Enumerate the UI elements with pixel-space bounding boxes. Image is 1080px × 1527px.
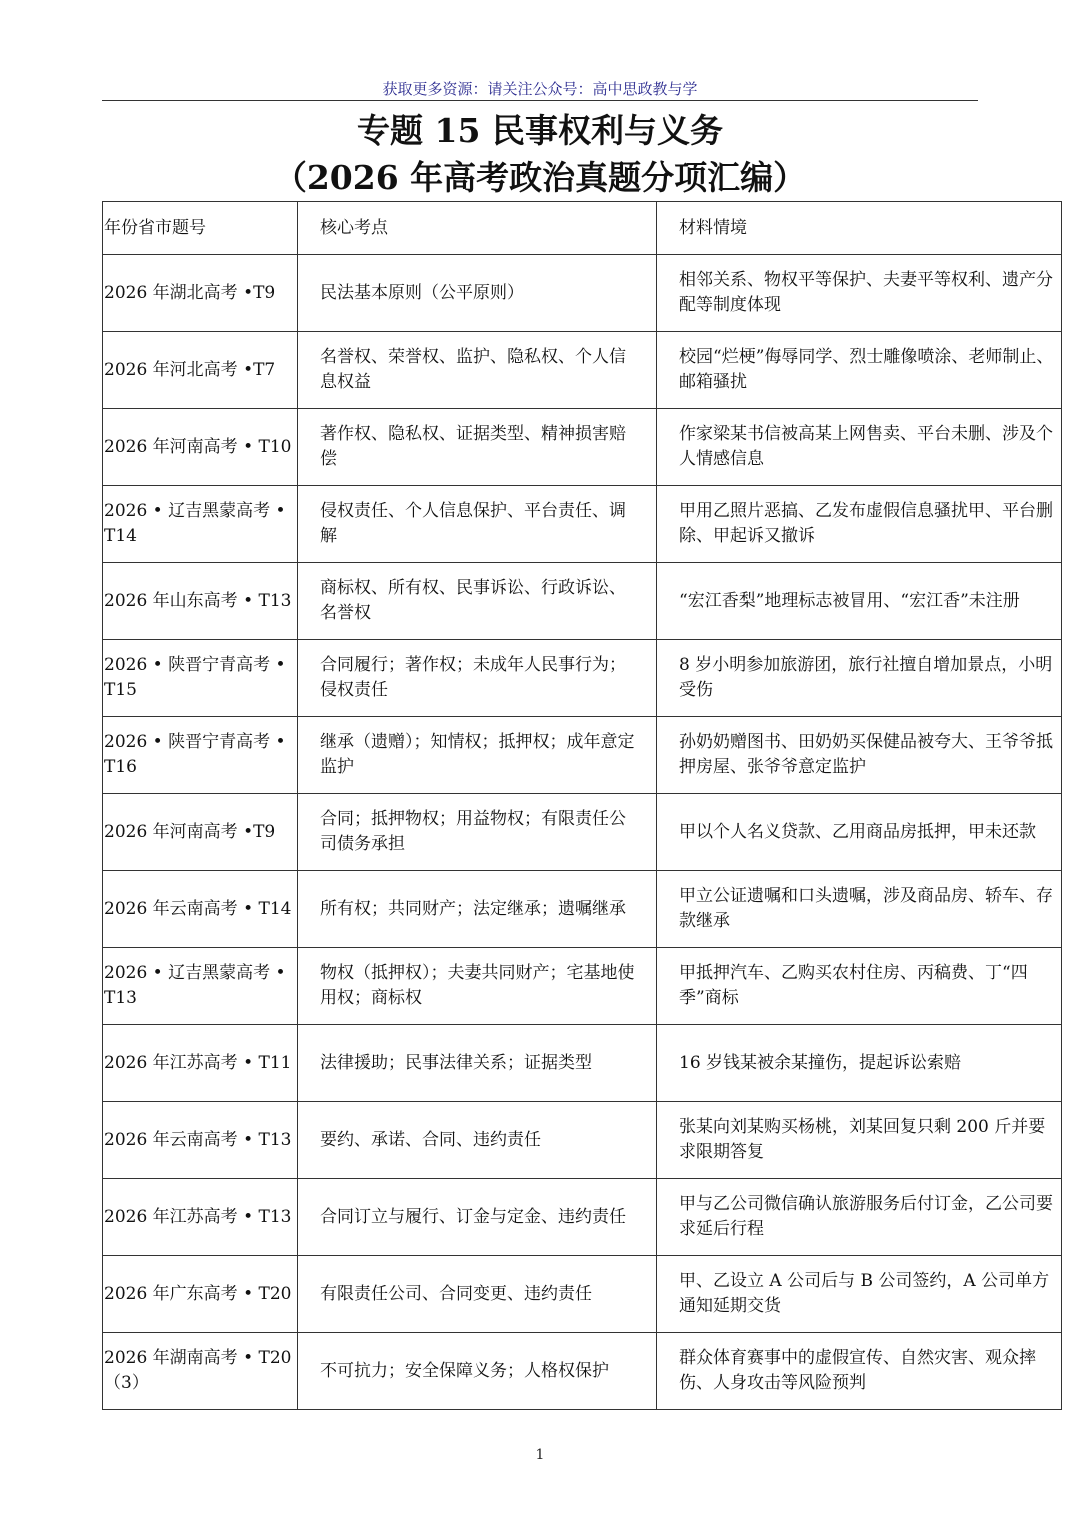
cell-year-province: 2026 • 陕晋宁青高考 • T16	[103, 717, 298, 794]
table-row	[103, 717, 1062, 794]
cell-material-context: 甲用乙照片恶搞、乙发布虚假信息骚扰甲、平台删除、甲起诉又撤诉	[657, 486, 1062, 563]
table-row	[103, 1102, 1062, 1179]
cell-core-points: 商标权、所有权、民事诉讼、行政诉讼、名誉权	[298, 563, 657, 640]
table-row	[103, 948, 1062, 1025]
header-rule	[102, 100, 978, 101]
table-row	[103, 640, 1062, 717]
cell-material-context: “宏江香梨”地理标志被冒用、“宏江香”未注册	[657, 563, 1062, 640]
document-subtitle: （2026 年高考政治真题分项汇编）	[273, 158, 807, 197]
table-row	[103, 1179, 1062, 1256]
page-number: 1	[535, 1447, 545, 1463]
cell-material-context: 甲、乙设立 A 公司后与 B 公司签约，A 公司单方通知延期交货	[657, 1256, 1062, 1333]
cell-core-points: 法律援助；民事法律关系；证据类型	[298, 1025, 657, 1102]
cell-material-context: 相邻关系、物权平等保护、夫妻平等权利、遗产分配等制度体现	[657, 255, 1062, 332]
table-row	[103, 1025, 1062, 1102]
table-row	[103, 486, 1062, 563]
cell-year-province: 2026 年广东高考 • T20	[103, 1256, 298, 1333]
table-row	[103, 563, 1062, 640]
cell-year-province: 2026 • 辽吉黑蒙高考 • T14	[103, 486, 298, 563]
cell-core-points: 继承（遗赠）；知情权；抵押权；成年意定监护	[298, 717, 657, 794]
cell-year-province: 2026 年河北高考 •T7	[103, 332, 298, 409]
table-row	[103, 332, 1062, 409]
cell-year-province: 2026 • 陕晋宁青高考 • T15	[103, 640, 298, 717]
cell-year-province: 2026 • 辽吉黑蒙高考 • T13	[103, 948, 298, 1025]
cell-core-points: 著作权、隐私权、证据类型、精神损害赔偿	[298, 409, 657, 486]
cell-core-points: 不可抗力；安全保障义务；人格权保护	[298, 1333, 657, 1410]
cell-year-province: 2026 年山东高考 • T13	[103, 563, 298, 640]
column-header-material-context: 材料情境	[657, 202, 1062, 255]
cell-material-context: 甲以个人名义贷款、乙用商品房抵押，甲未还款	[657, 794, 1062, 871]
table-row	[103, 409, 1062, 486]
table-header-row	[103, 202, 1062, 255]
cell-material-context: 张某向刘某购买杨桃，刘某回复只剩 200 斤并要求限期答复	[657, 1102, 1062, 1179]
table-row	[103, 794, 1062, 871]
page-header: 获取更多资源：请关注公众号：高中思政教与学	[382, 80, 698, 98]
column-header-core-points: 核心考点	[298, 202, 657, 255]
table-row	[103, 1256, 1062, 1333]
cell-material-context: 16 岁钱某被余某撞伤，提起诉讼索赔	[657, 1025, 1062, 1102]
table-row	[103, 255, 1062, 332]
cell-core-points: 民法基本原则（公平原则）	[298, 255, 657, 332]
cell-year-province: 2026 年江苏高考 • T13	[103, 1179, 298, 1256]
cell-material-context: 孙奶奶赠图书、田奶奶买保健品被夸大、王爷爷抵押房屋、张爷爷意定监护	[657, 717, 1062, 794]
cell-year-province: 2026 年云南高考 • T14	[103, 871, 298, 948]
cell-core-points: 侵权责任、个人信息保护、平台责任、调解	[298, 486, 657, 563]
cell-year-province: 2026 年云南高考 • T13	[103, 1102, 298, 1179]
cell-core-points: 物权（抵押权）；夫妻共同财产；宅基地使用权；商标权	[298, 948, 657, 1025]
table-row	[103, 871, 1062, 948]
cell-core-points: 合同；抵押物权；用益物权；有限责任公司债务承担	[298, 794, 657, 871]
cell-year-province: 2026 年河南高考 • T10	[103, 409, 298, 486]
cell-material-context: 群众体育赛事中的虚假宣传、自然灾害、观众摔伤、人身攻击等风险预判	[657, 1333, 1062, 1410]
cell-material-context: 甲立公证遗嘱和口头遗嘱，涉及商品房、轿车、存款继承	[657, 871, 1062, 948]
cell-material-context: 8 岁小明参加旅游团，旅行社擅自增加景点，小明受伤	[657, 640, 1062, 717]
cell-year-province: 2026 年湖南高考 • T20（3）	[103, 1333, 298, 1410]
exam-topic-table	[102, 201, 1062, 1410]
cell-core-points: 名誉权、荣誉权、监护、隐私权、个人信息权益	[298, 332, 657, 409]
cell-core-points: 所有权；共同财产；法定继承；遗嘱继承	[298, 871, 657, 948]
cell-core-points: 合同履行；著作权；未成年人民事行为；侵权责任	[298, 640, 657, 717]
cell-material-context: 校园“烂梗”侮辱同学、烈士雕像喷涂、老师制止、邮箱骚扰	[657, 332, 1062, 409]
cell-material-context: 作家梁某书信被高某上网售卖、平台未删、涉及个人情感信息	[657, 409, 1062, 486]
table-row	[103, 1333, 1062, 1410]
cell-year-province: 2026 年江苏高考 • T11	[103, 1025, 298, 1102]
cell-core-points: 要约、承诺、合同、违约责任	[298, 1102, 657, 1179]
cell-year-province: 2026 年河南高考 •T9	[103, 794, 298, 871]
cell-core-points: 有限责任公司、合同变更、违约责任	[298, 1256, 657, 1333]
cell-material-context: 甲抵押汽车、乙购买农村住房、丙稿费、丁“四季”商标	[657, 948, 1062, 1025]
cell-core-points: 合同订立与履行、订金与定金、违约责任	[298, 1179, 657, 1256]
cell-year-province: 2026 年湖北高考 •T9	[103, 255, 298, 332]
column-header-year-province: 年份省市题号	[103, 202, 298, 255]
cell-material-context: 甲与乙公司微信确认旅游服务后付订金，乙公司要求延后行程	[657, 1179, 1062, 1256]
document-title: 专题 15 民事权利与义务	[357, 111, 723, 150]
